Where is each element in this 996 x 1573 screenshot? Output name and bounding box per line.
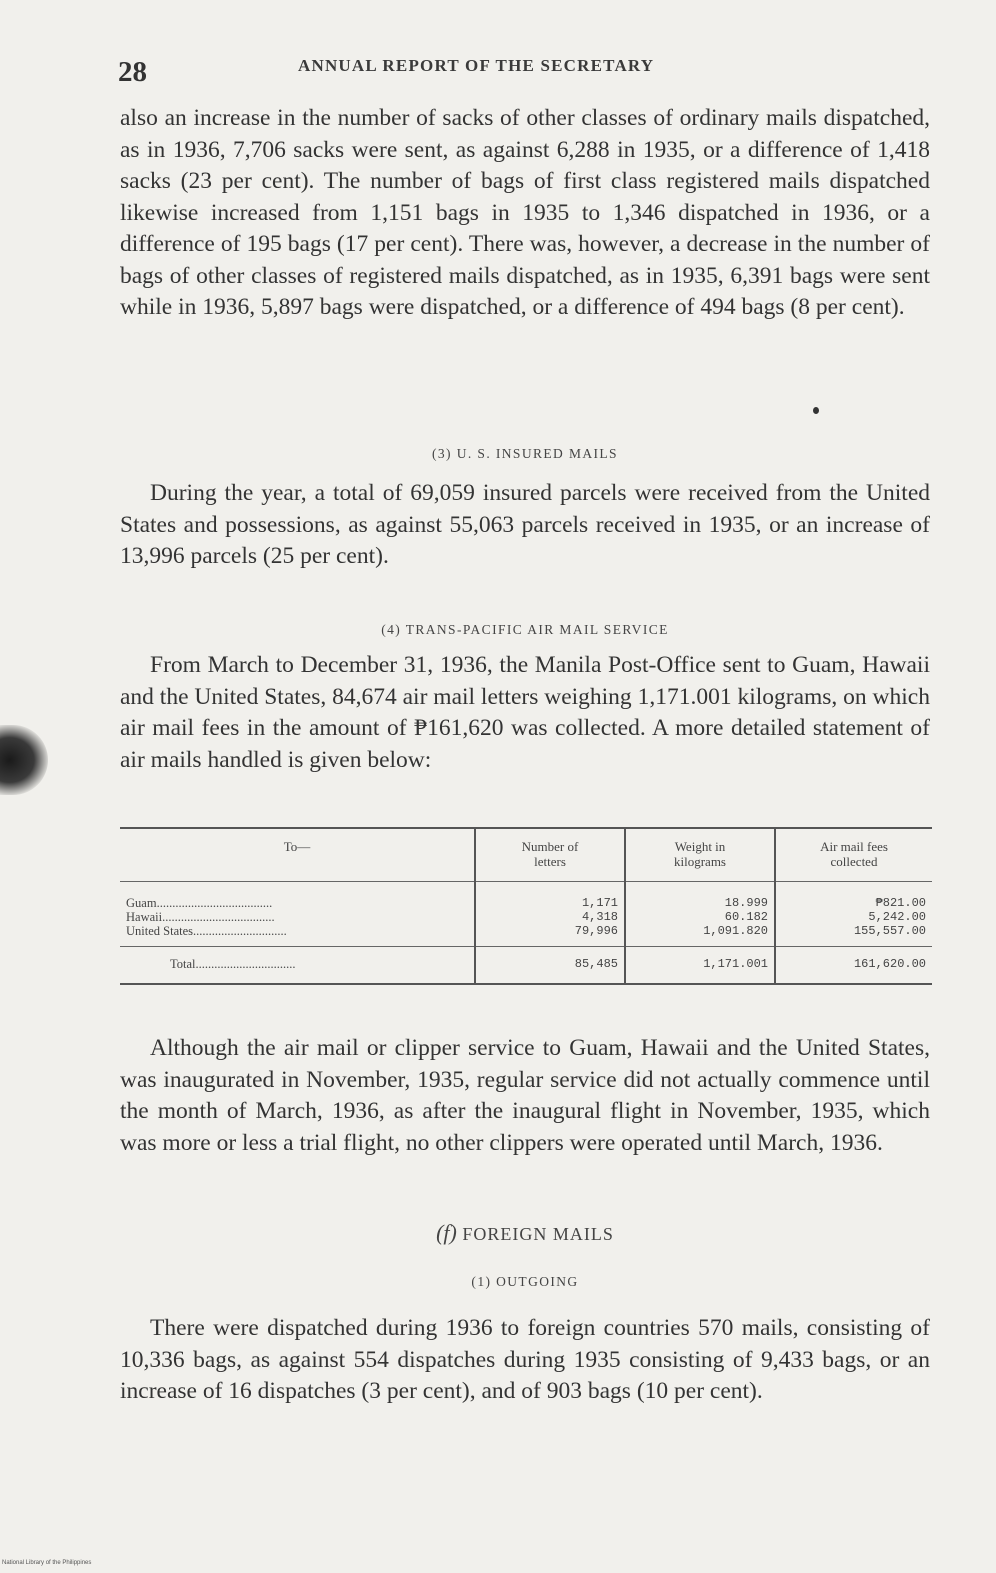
paragraph-air-mail: From March to December 31, 1936, the Manila Post-Office sent to Guam, Hawaii and the United States, 84,674 air mail letters weighing 1,171.001 kilograms, on which air mail fees in the amount of ₱161,620 was collected. A more detailed statement of air mails handled is given below: [120, 652, 930, 773]
cell-fees: 155,557.00 [775, 924, 932, 947]
running-title: ANNUAL REPORT OF THE SECRETARY [298, 56, 655, 75]
total-letters: 85,485 [475, 947, 625, 985]
total-weight: 1,171.001 [625, 947, 775, 985]
library-footer: National Library of the Philippines [2, 1560, 92, 1566]
cell-letters: 4,318 [475, 910, 625, 924]
header-weight: Weight in kilograms [625, 828, 775, 882]
ink-dot [813, 407, 819, 414]
paragraph-clipper-service: Although the air mail or clipper service to Guam, Hawaii and the United States, was inaugurated in November, 1935, regular service did not actually commence until the month of March, 1936, as after the inaugural flight in November, 1935, which was more or less a trial flight, no other clippers were operated until March, 1936. [120, 1035, 930, 1156]
paragraph-outgoing: There were dispatched during 1936 to foreign countries 570 mails, consisting of 10,336 bags, as against 554 dispatches during 1935 consisting of 9,433 bags, or an increase of 16 dispatches (3 per cent), and of 903 bags (10 per cent). [120, 1315, 930, 1404]
cell-letters: 1,171 [475, 882, 625, 911]
table-total-row: Total................................ 85,485 1,171.001 161,620.00 [120, 947, 932, 985]
table-header-row [120, 828, 932, 882]
paragraph-continued: also an increase in the number of sacks of other classes of ordinary mails dispatched, as in 1936, 7,706 sacks were sent, as against 6,288 in 1935, or a difference of 1,418 sacks (23 per cent). The number of bags of first class registered mails dispatched likewise increased from 1,151 bags in 1935 to 1,346 dispatched in 1936, or a difference of 195 bags (17 per cent). There was, however, a decrease in the number of bags of other classes of registered mails dispatched, as in 1935, 6,391 bags were sent while in 1936, 5,897 bags were dispatched, or a difference of 494 bags (8 per cent). [120, 105, 930, 320]
page-number: 28 [118, 56, 147, 88]
header-letters: Number of letters [475, 828, 625, 882]
cell-fees: 5,242.00 [775, 910, 932, 924]
cell-weight: 60.182 [625, 910, 775, 924]
total-fees: 161,620.00 [775, 947, 932, 985]
table-row: Guam..................................... 1,171 18.999 ₱821.00 [120, 882, 932, 911]
air-mail-table [120, 827, 932, 985]
cell-fees: ₱821.00 [775, 882, 932, 911]
header-to: To— [120, 828, 475, 882]
row-label: Guam [126, 896, 157, 910]
page-header [118, 52, 938, 92]
section-letter: (f) [436, 1220, 457, 1245]
paragraph-insured-mails: During the year, a total of 69,059 insured parcels were received from the United States and possessions, as against 55,063 parcels received in 1935, or an increase of 13,996 parcels (25 per cent). [120, 480, 930, 569]
section-heading-outgoing: (1) OUTGOING [471, 1274, 579, 1289]
section-heading-foreign-mails [120, 1220, 930, 1246]
section-title: FOREIGN MAILS [462, 1224, 614, 1244]
cell-weight: 1,091.820 [625, 924, 775, 947]
section-heading-air-mail: (4) TRANS-PACIFIC AIR MAIL SERVICE [381, 622, 669, 637]
header-fees: Air mail fees collected [775, 828, 932, 882]
cell-weight: 18.999 [625, 882, 775, 911]
section-heading-insured-mails: (3) U. S. INSURED MAILS [432, 446, 618, 461]
cell-letters: 79,996 [475, 924, 625, 947]
total-label: Total [170, 957, 196, 971]
table-row: Hawaii.................................... 4,318 60.182 5,242.00 [120, 910, 932, 924]
row-label: United States [126, 924, 194, 938]
thumb-smudge [0, 725, 48, 795]
row-label: Hawaii [126, 910, 163, 924]
table-row: United States.............................. 79,996 1,091.820 155,557.00 [120, 924, 932, 947]
